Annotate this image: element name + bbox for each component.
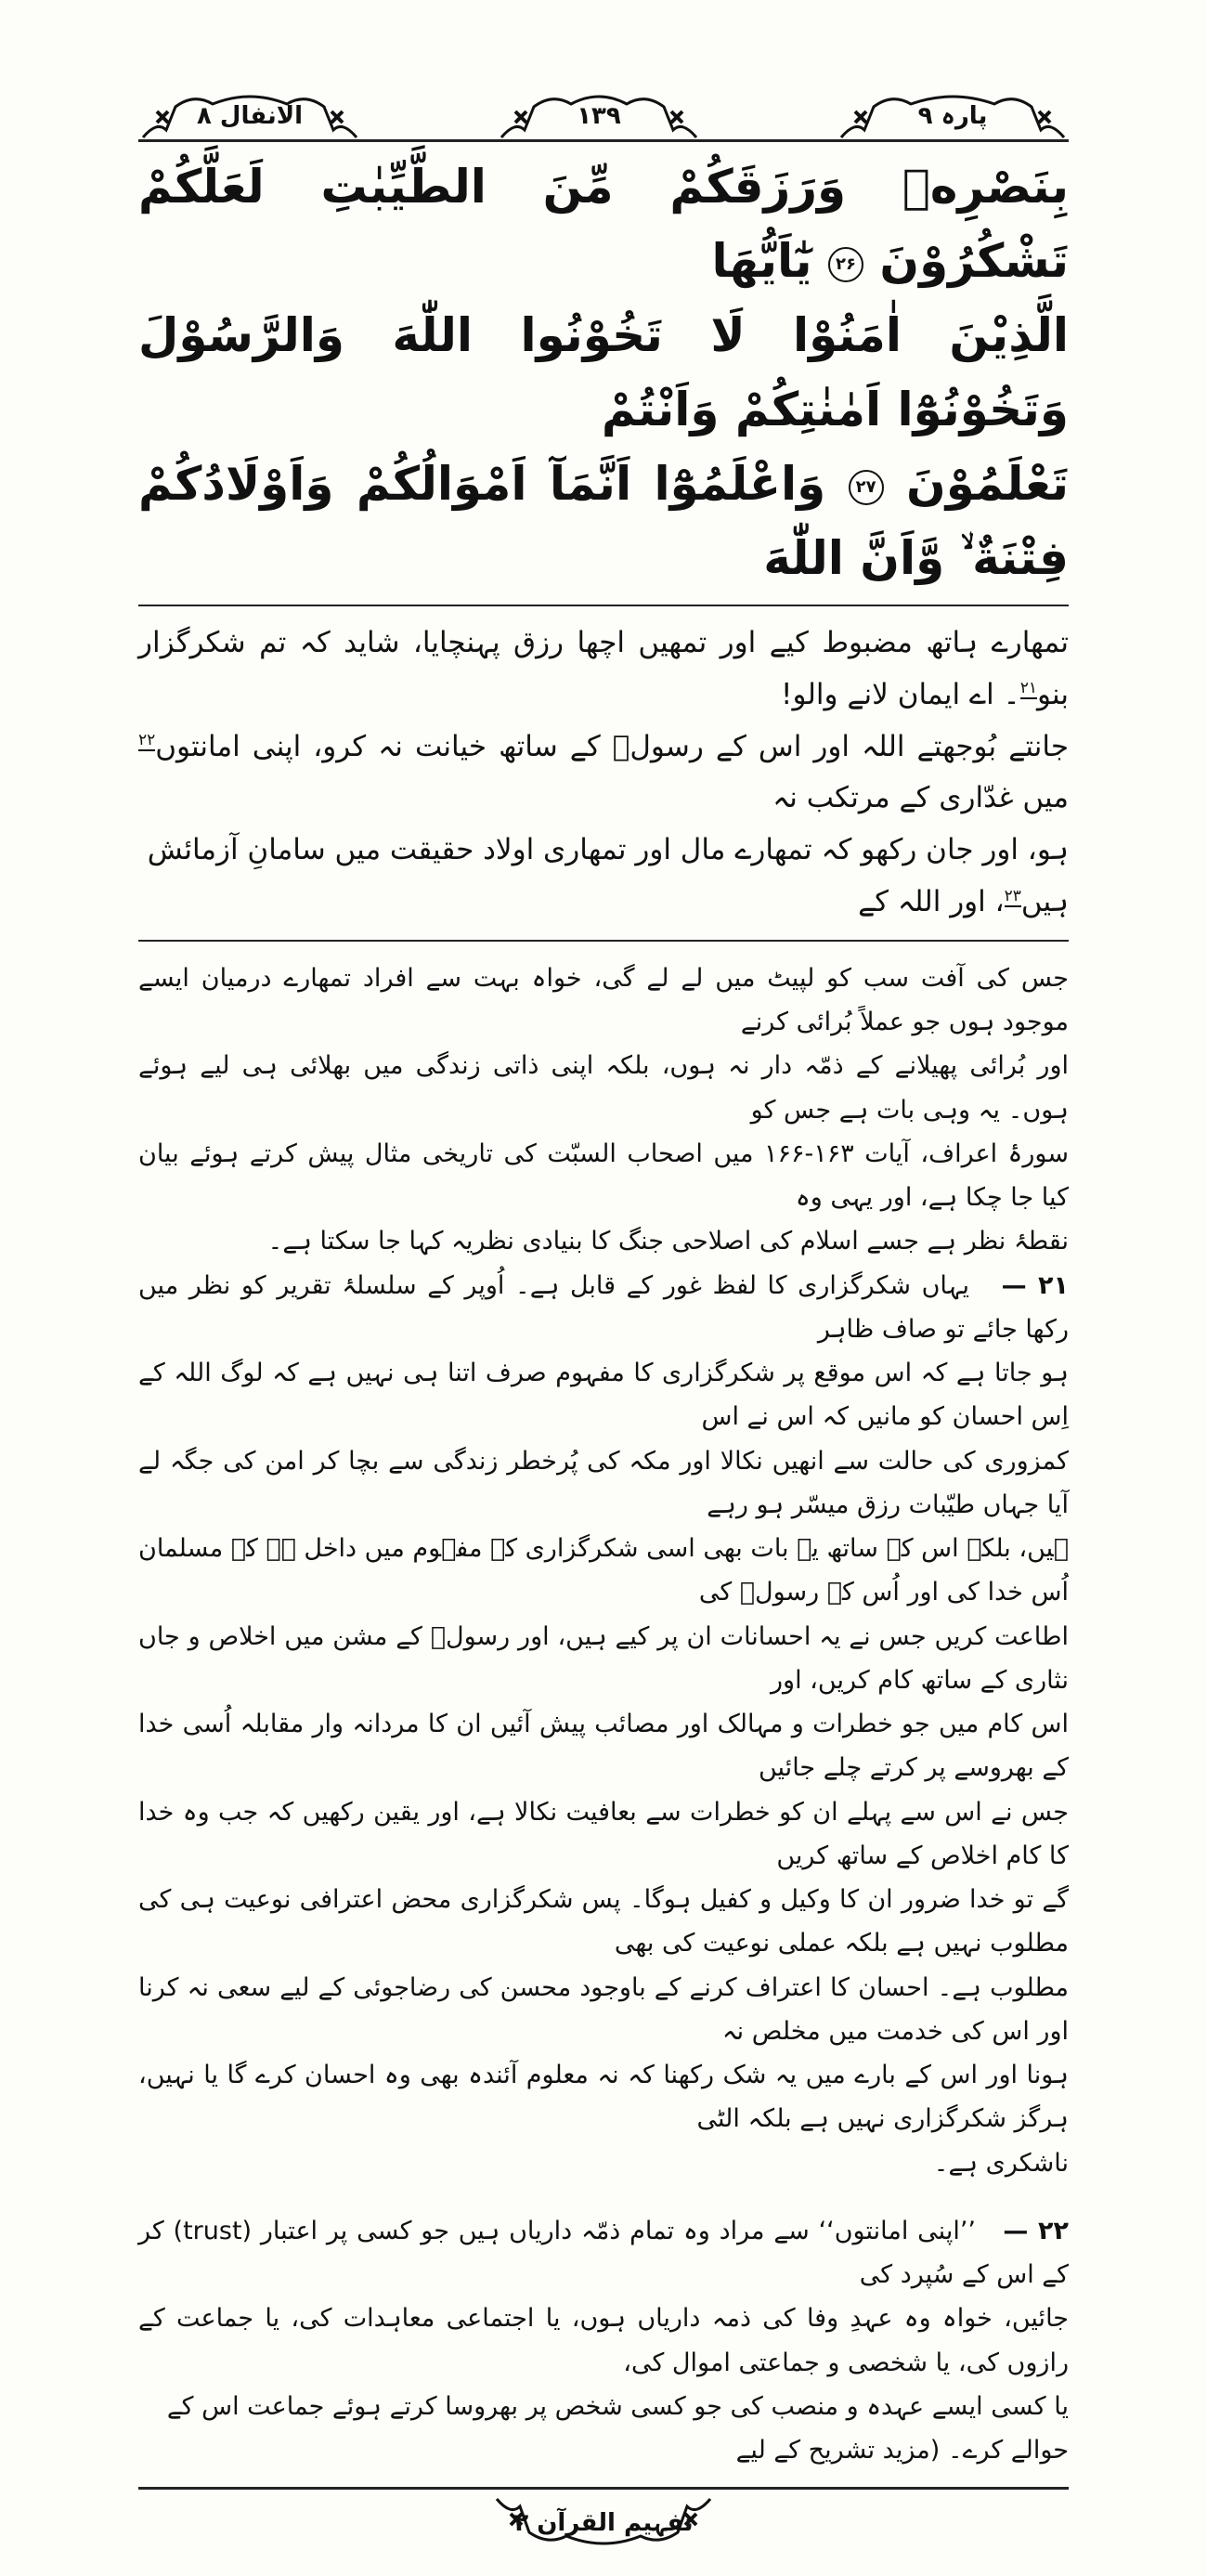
commentary-text: اور بُرائی پھیلانے کے ذمّہ دار نہ ہوں، بلکہ اپنی ذاتی زندگی میں بھلائی ہی لیے ہوئے ہوں۔ یہ وہی بات ہے جس کو xyxy=(138,1051,1069,1125)
surah-name: الانفال ۸ xyxy=(197,102,303,130)
commentary-line xyxy=(138,1132,1069,1220)
commentary-line xyxy=(138,956,1069,1045)
translation-text: ، اور اللہ کے xyxy=(858,884,1005,918)
commentary-line xyxy=(138,1527,1069,1615)
translation-text: میں غدّاری کے مرتکب نہ xyxy=(772,781,1069,815)
commentary-line xyxy=(138,2385,1069,2473)
commentary-text: مطلوب ہے۔ احسان کا اعتراف کرنے کے باوجود محسن کی رضاجوئی کے لیے سعی نہ کرنا اور اس کی خدمت میں مخلص نہ xyxy=(138,1972,1069,2046)
commentary-text: کمزوری کی حالت سے انھیں نکالا اور مکہ کی پُرخطر زندگی سے بچا کر امن کی جگہ لے آیا جہاں طیّبات رزق میسّر ہو رہے xyxy=(138,1446,1069,1519)
commentary-text: یہاں شکرگزاری کا لفظ غور کے قابل ہے۔ اُوپر کے سلسلۂ تقریر کو نظر میں رکھا جائے تو صاف ظاہر xyxy=(138,1270,1069,1344)
commentary-text: اطاعت کریں جس نے یہ احسانات ان پر کیے ہیں، اور رسولؐ کے مشن میں اخلاص و جاں نثاری کے ساتھ کام کریں، اور xyxy=(138,1621,1069,1695)
commentary-text: گے تو خدا ضرور ان کا وکیل و کفیل ہوگا۔ پس شکرگزاری محض اعترافی نوعیت ہی کی مطلوب نہیں ہے بلکہ عملی نوعیت کی بھی xyxy=(138,1885,1069,1958)
commentary-line xyxy=(138,1878,1069,1966)
para-cartouche xyxy=(837,93,1069,139)
surah-cartouche xyxy=(138,93,361,139)
verse-marker-26: ۲۶ xyxy=(828,247,863,282)
commentary-line xyxy=(138,1790,1069,1879)
paragraph-gap xyxy=(138,2185,1069,2209)
book-title-cartouche xyxy=(492,2497,715,2548)
commentary-line xyxy=(138,1966,1069,2054)
commentary-line xyxy=(138,2141,1069,2185)
arabic-line-3 xyxy=(138,447,1069,595)
commentary-text: ہونا اور اس کے بارے میں یہ شک رکھنا کہ نہ معلوم آئندہ بھی وہ احسان کرے گا یا نہیں، ہرگز شکرگزاری نہیں ہے بلکہ الٹی xyxy=(138,2061,1069,2134)
commentary-text: جس نے اس سے پہلے ان کو خطرات سے بعافیت نکالا ہے، اور یقین رکھیں کہ جب وہ خدا کا کام اخلاص کے ساتھ کریں xyxy=(138,1797,1069,1870)
commentary-block xyxy=(138,956,1069,2473)
footnote-ref-23[interactable]: ۲۳ xyxy=(1004,886,1021,905)
arabic-rule xyxy=(138,605,1069,606)
header-rule xyxy=(138,139,1069,142)
footnote-ref-21[interactable]: ۲۱ xyxy=(1019,679,1037,698)
arabic-line-2 xyxy=(138,298,1069,447)
arabic-text: الَّذِيْنَ اٰمَنُوْا لَا تَخُوْنُوا اللّٰهَ وَالرَّسُوْلَ وَتَخُوْنُوْٓا اَمٰنٰتِكُمْ وَاَنْتُمْ xyxy=(138,308,1069,436)
commentary-line xyxy=(138,1615,1069,1703)
translation-line-3 xyxy=(138,825,1069,929)
translation-text: ہو، اور جان رکھو کہ تمھارے مال اور تمھاری اولاد حقیقت میں سامانِ آزمائش ہیں xyxy=(147,833,1069,918)
commentary-text: ’’اپنی امانتوں‘‘ سے مراد وہ تمام ذمّہ داریاں ہیں جو کسی پر اعتبار (trust) کر کے اس کے سُپرد کی xyxy=(138,2216,1069,2290)
para-number: پارہ ۹ xyxy=(917,102,988,130)
arabic-text: يٰٓاَيُّهَا xyxy=(711,234,812,288)
commentary-text: ہو جاتا ہے کہ اس موقع پر شکرگزاری کا مفہوم صرف اتنا ہی نہیں ہے کہ لوگ اللہ کے اِس احسان کو مانیں کہ اس نے اس xyxy=(138,1359,1069,1432)
commentary-line xyxy=(138,1702,1069,1790)
translation-rule xyxy=(138,940,1069,942)
note-number-22: ۲۲ — xyxy=(1003,2216,1069,2245)
commentary-line xyxy=(138,2053,1069,2141)
translation-text: تمھارے ہاتھ مضبوط کیے اور تمھیں اچھا رزق پہنچایا، شاید کہ تم شکرگزار بنو xyxy=(138,626,1069,711)
commentary-text: سورۂ اعراف، آیات ۱۶۳-۱۶۶ میں اصحاب السبّت کی تاریخی مثال پیش کرتے ہوئے بیان کیا جا چکا ہے، اور یہی وہ xyxy=(138,1138,1069,1213)
commentary-line xyxy=(138,1219,1069,1263)
page-number-cartouche xyxy=(497,93,701,139)
arabic-text-block xyxy=(138,150,1069,595)
footer-rule xyxy=(138,2487,1069,2490)
page-number: ۱۳۹ xyxy=(577,102,621,130)
commentary-line xyxy=(138,1044,1069,1132)
translation-block xyxy=(138,618,1069,929)
translation-text: جانتے بُوجھتے اللہ اور اس کے رسولؐ کے ساتھ خیانت نہ کرو، اپنی امانتوں xyxy=(155,729,1069,763)
footnote-ref-22[interactable]: ۲۲ xyxy=(138,731,156,750)
commentary-line xyxy=(138,1439,1069,1528)
book-title: تفہیم القرآن ۲ xyxy=(513,2508,694,2537)
commentary-text: جائیں، خواہ وہ عہدِ وفا کی ذمہ داریاں ہوں، یا اجتماعی معاہدات کی، یا جماعت کے رازوں کی، یا شخصی و جماعتی اموال کی، xyxy=(138,2304,1069,2377)
commentary-line xyxy=(138,1264,1069,1352)
page xyxy=(138,0,1069,2576)
arabic-text: تَعْلَمُوْنَ xyxy=(906,457,1069,511)
commentary-line xyxy=(138,1351,1069,1439)
commentary-text: ہیں، بلکہ اس کے ساتھ یہ بات بھی اسی شکرگزاری کے مفہوم میں داخل ہے کہ مسلمان اُس خدا کی اور اُس کے رسولؐ کی xyxy=(138,1534,1069,1607)
translation-text: ۔ اے ایمان لانے والو! xyxy=(781,677,1020,711)
arabic-text: وَاعْلَمُوْٓا اَنَّمَآ اَمْوَالُكُمْ وَاَوْلَادُكُمْ فِتْنَةٌ ۙ وَّاَنَّ اللّٰهَ xyxy=(138,457,1069,585)
commentary-line xyxy=(138,2209,1069,2297)
note-number-21: ۲۱ — xyxy=(1001,1270,1070,1300)
translation-line-2 xyxy=(138,722,1069,826)
commentary-line xyxy=(138,2296,1069,2385)
arabic-text: بِنَصْرِهٖ وَرَزَقَكُمْ مِّنَ الطَّيِّبٰتِ لَعَلَّكُمْ تَشْكُرُوْنَ xyxy=(138,160,1069,288)
commentary-text: نقطۂ نظر ہے جسے اسلام کی اصلاحی جنگ کا بنیادی نظریہ کہا جا سکتا ہے۔ xyxy=(267,1227,1069,1256)
verse-marker-27: ۲۷ xyxy=(849,470,884,505)
arabic-line-1 xyxy=(138,150,1069,298)
commentary-text: یا کسی ایسے عہدہ و منصب کی جو کسی شخص پر بھروسا کرتے ہوئے جماعت اس کے حوالے کرے۔ (مزید تشریح کے لیے xyxy=(166,2391,1069,2465)
commentary-text: جس کی آفت سب کو لپیٹ میں لے لے گی، خواہ بہت سے افراد تمھارے درمیان ایسے موجود ہوں جو عملاً بُرائی کرنے xyxy=(138,963,1069,1037)
page-footer xyxy=(138,2497,1069,2548)
page-header xyxy=(138,93,1069,139)
translation-line-1 xyxy=(138,618,1069,722)
commentary-text: اس کام میں جو خطرات و مہالک اور مصائب پیش آئیں ان کا مردانہ وار مقابلہ اُسی خدا کے بھروسے پر کرتے چلے جائیں xyxy=(138,1710,1069,1783)
commentary-text: ناشکری ہے۔ xyxy=(933,2148,1069,2178)
